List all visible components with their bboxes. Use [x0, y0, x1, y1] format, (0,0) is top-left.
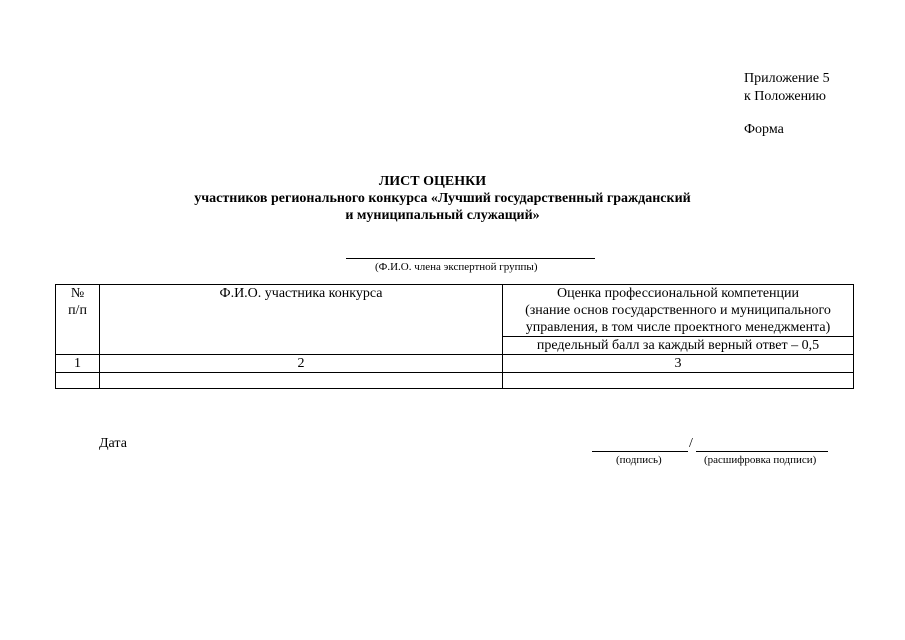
signature-decode-caption: (расшифровка подписи)	[704, 454, 817, 466]
date-label: Дата	[99, 436, 127, 451]
evaluation-table	[55, 284, 854, 389]
table-row	[56, 373, 854, 389]
data-cell-name	[100, 373, 503, 389]
header-number-line-1: №	[70, 286, 85, 301]
index-row	[56, 355, 854, 373]
header-cell-name: Ф.И.О. участника конкурса	[100, 285, 503, 355]
annex-line-2: к Положению	[744, 89, 827, 104]
header-score-line-2: (знание основ государственного и муниципального	[525, 303, 831, 318]
signature-caption: (подпись)	[616, 454, 662, 466]
data-cell-score	[503, 373, 854, 389]
header-row	[56, 285, 854, 337]
signature-decode-line	[696, 451, 828, 452]
signature-separator: /	[689, 436, 693, 451]
title-line-2: участников регионального конкурса «Лучший государственный гражданский	[194, 191, 691, 206]
index-cell-2: 2	[100, 355, 503, 373]
header-score-line-3: управления, в том числе проектного менеджмента)	[525, 320, 831, 335]
data-cell-number	[56, 373, 100, 389]
expert-caption: (Ф.И.О. члена экспертной группы)	[375, 261, 538, 273]
title-line-1: ЛИСТ ОЦЕНКИ	[378, 174, 487, 189]
header-cell-number	[56, 285, 100, 355]
expert-name-line	[346, 258, 595, 259]
signature-line	[592, 451, 688, 452]
header-number-line-2: п/п	[68, 303, 87, 318]
header-cell-score-note: предельный балл за каждый верный ответ – 0,5	[503, 337, 854, 355]
index-cell-1: 1	[56, 355, 100, 373]
title-line-3: и муниципальный служащий»	[345, 208, 540, 223]
index-cell-3: 3	[503, 355, 854, 373]
header-cell-score	[503, 285, 854, 337]
header-score-line-1: Оценка профессиональной компетенции	[556, 286, 800, 301]
form-label: Форма	[744, 122, 784, 137]
annex-reference	[744, 70, 830, 106]
annex-line-1: Приложение 5	[744, 71, 830, 86]
document-title	[0, 173, 905, 224]
